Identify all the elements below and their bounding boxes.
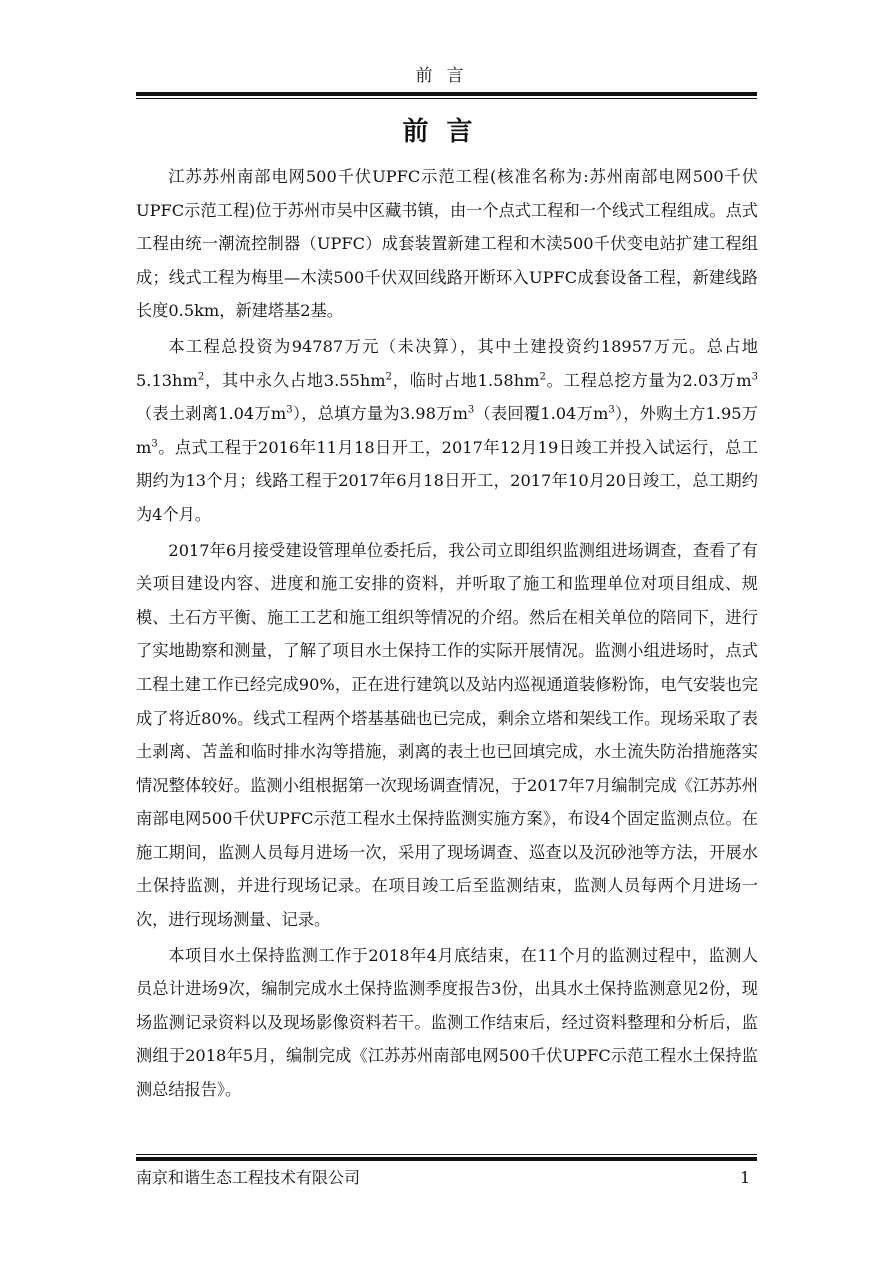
text-segment: 。点式工程于2016年11月18日开工，2017年12月19日竣工并投入试运行，总工期约为13个月；线路工程于2017年6月18日开工，2017年10月20日竣工，总工期约为4个月。 bbox=[136, 437, 758, 524]
text-segment: ，其中永久占地3.55hm bbox=[204, 370, 386, 390]
superscript: 3 bbox=[286, 404, 293, 416]
header-rule-thin bbox=[136, 98, 757, 99]
superscript: 2 bbox=[539, 371, 546, 383]
text-segment: ），外购土方1.95万m bbox=[136, 404, 758, 457]
text-segment: （表回覆1.04万m bbox=[474, 404, 609, 424]
text-segment: ，临时占地1.58hm bbox=[392, 370, 540, 390]
text-segment: 。工程总挖方量为2.03万m bbox=[545, 370, 752, 390]
footer-rule-thick bbox=[136, 1157, 757, 1161]
page-number: 1 bbox=[740, 1168, 751, 1187]
text-segment: 本工程总投资为94787万元（未决算），其中土建投资约18957万元。总占地5.13hm bbox=[136, 336, 758, 390]
text-segment: （表土剥离1.04万m bbox=[136, 404, 287, 424]
page-title: 前言 bbox=[402, 117, 491, 147]
superscript: 3 bbox=[751, 371, 758, 383]
superscript: 2 bbox=[385, 371, 393, 383]
paragraph-monitoring-results: 本项目水土保持监测工作于2018年4月底结束，在11个月的监测过程中，监测人员总计进场9次，编制完成水土保持监测季度报告3份，出具水土保持监测意见2份，现场监测记录资料以及现场影像资料若干。监测工作结束后，经过资料整理和分析后，监测组于2018年5月，编制完成《江苏苏州南部电网500千伏UPFC示范工程水土保持监测总结报告》。 bbox=[136, 945, 758, 1100]
paragraph-monitoring-process: 2017年6月接受建设管理单位委托后，我公司立即组织监测组进场调查，查看了有关项目建设内容、进度和施工安排的资料，并听取了施工和监理单位对项目组成、规模、土石方平衡、施工工艺和施工组织等情况的介绍。然后在相关单位的陪同下，进行了实地勘察和测量，了解了项目水土保持工作的实际开展情况。监测小组进场时，点式工程土建工作已经完成90%，正在进行建筑以及站内巡视通道装修粉饰，电气安装也完成了将近80%。线式工程两个塔基基础也已完成，剩余立塔和架线工作。现场采取了表土剥离、苫盖和临时排水沟等措施，剥离的表土也已回填完成，水土流失防治措施落实情况整体较好。监测小组根据第一次现场调查情况，于2017年7月编制完成《江苏苏州南部电网500千伏UPFC示范工程水土保持监测实施方案》，布设4个固定监测点位。在施工期间，监测人员每月进场一次，采用了现场调查、巡查以及沉砂池等方法，开展水土保持监测，并进行现场记录。在项目竣工后至监测结束，监测人员每两个月进场一次，进行现场测量、记录。 bbox=[136, 540, 758, 930]
header-rule-thick bbox=[136, 92, 757, 96]
text-segment: ），总填方量为3.98万m bbox=[292, 404, 468, 424]
footer-rule-thin bbox=[136, 1154, 757, 1155]
superscript: 3 bbox=[467, 404, 475, 416]
body-text bbox=[136, 160, 758, 1109]
running-header-title: 前言 bbox=[415, 66, 478, 86]
superscript: 3 bbox=[608, 404, 615, 416]
paragraph-project-overview: 江苏苏州南部电网500千伏UPFC示范工程(核准名称为:苏州南部电网500千伏UPFC示范工程)位于苏州市吴中区藏书镇，由一个点式工程和一个线式工程组成。点式工程由统一潮流控制器（UPFC）成套装置新建工程和木渎500千伏变电站扩建工程组成；线式工程为梅里—木渎500千伏双回线路开断环入UPFC成套设备工程，新建线路长度0.5km，新建塔基2基。 bbox=[136, 167, 758, 321]
footer-company-name: 南京和谐生态工程技术有限公司 bbox=[136, 1168, 361, 1187]
superscript: 3 bbox=[151, 438, 158, 450]
paragraph-investment bbox=[136, 330, 758, 532]
superscript: 2 bbox=[197, 371, 205, 383]
